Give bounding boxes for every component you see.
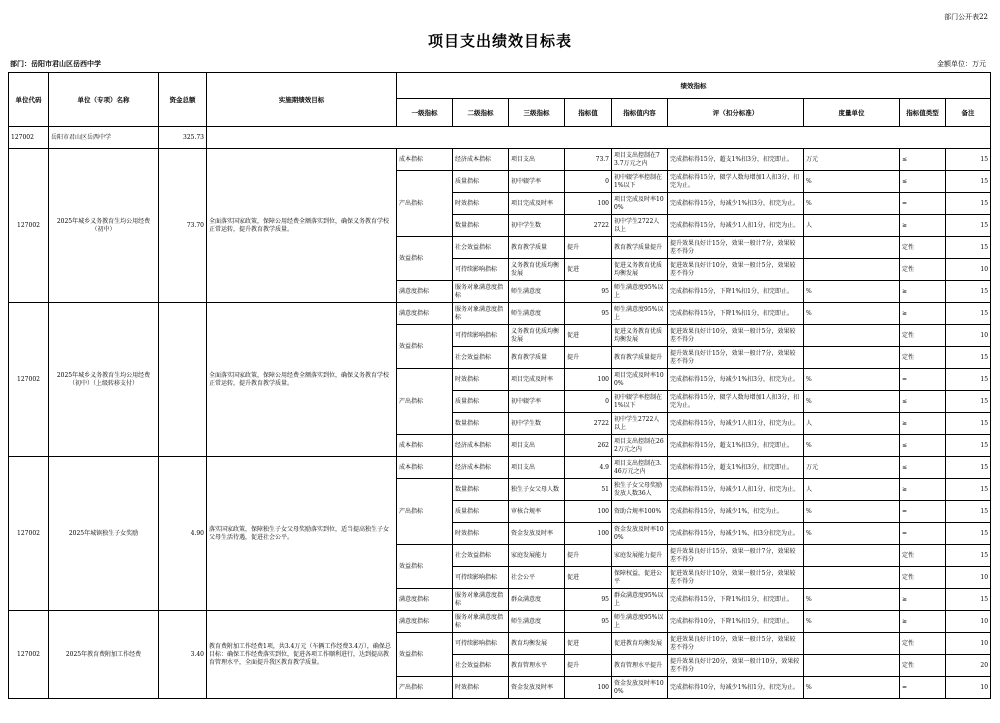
amount-unit-label: 金额单位：万元	[937, 60, 986, 68]
indicator-type: ≥	[900, 215, 946, 237]
measure-unit: 万元	[804, 457, 900, 479]
level2-indicator: 质量指标	[453, 171, 509, 193]
summary-code: 127002	[9, 127, 49, 149]
indicator-type: =	[900, 369, 946, 391]
indicator-value: 0	[565, 391, 612, 413]
header-note: 备注	[946, 99, 991, 127]
level3-indicator: 义务教育优质均衡发展	[509, 259, 565, 281]
measure-unit	[804, 259, 900, 281]
header-level2: 二级指标	[453, 99, 509, 127]
indicator-content: 促进教育均衡发展	[612, 633, 668, 655]
scoring-standard: 促进效果良好计10分，效果一般计5分，效果较差不得分	[668, 259, 804, 281]
level3-indicator: 初中辍学率	[509, 171, 565, 193]
indicator-type: =	[900, 501, 946, 523]
scoring-standard: 完成指标得15分，辍学人数每增加1人扣3分，扣完为止。	[668, 171, 804, 193]
note-score: 10	[946, 677, 991, 699]
level2-indicator: 经济成本指标	[453, 435, 509, 457]
indicator-content: 师生满意度95%以上	[612, 611, 668, 633]
header-unit-name: 单位（专项）名称	[49, 73, 159, 127]
level3-indicator: 教育均衡发展	[509, 633, 565, 655]
level2-indicator: 时效指标	[453, 369, 509, 391]
indicator-content: 教育教学质量提升	[612, 347, 668, 369]
indicator-content: 群众满意度95%以上	[612, 589, 668, 611]
indicator-content: 初中辍学率控制在1%以下	[612, 391, 668, 413]
indicator-content: 教育教学质量提升	[612, 237, 668, 259]
scoring-standard: 提升效果良好计15分，效果一般计7分，效果较差不得分	[668, 237, 804, 259]
indicator-type: 定性	[900, 655, 946, 677]
measure-unit: 万元	[804, 149, 900, 171]
scoring-standard: 促进效果良好计10分，效果一般计5分，效果较差不得分	[668, 567, 804, 589]
level1-indicator: 产出指标	[397, 677, 453, 699]
level2-indicator: 社会效益指标	[453, 237, 509, 259]
level3-indicator: 项目支出	[509, 457, 565, 479]
note-score: 15	[946, 171, 991, 193]
indicator-type: =	[900, 523, 946, 545]
indicator-row	[9, 457, 991, 479]
project-amount	[159, 303, 207, 457]
level2-indicator: 可持续影响指标	[453, 325, 509, 347]
measure-unit	[804, 237, 900, 259]
level1-indicator: 满意度指标	[397, 611, 453, 633]
scoring-standard: 完成指标得15分，每减少1人扣1分，扣完为止。	[668, 215, 804, 237]
level3-indicator: 教育教学质量	[509, 347, 565, 369]
measure-unit	[804, 545, 900, 567]
level1-indicator: 满意度指标	[397, 589, 453, 611]
indicator-value: 促进	[565, 259, 612, 281]
measure-unit: %	[804, 391, 900, 413]
scoring-standard: 完成指标得15分，辍学人数每增加1人扣3分，扣完为止。	[668, 391, 804, 413]
indicator-value: 95	[565, 589, 612, 611]
level3-indicator: 项目完成及时率	[509, 369, 565, 391]
measure-unit: %	[804, 171, 900, 193]
indicator-content: 家庭发展能力提升	[612, 545, 668, 567]
level2-indicator: 数量指标	[453, 479, 509, 501]
indicator-value: 73.7	[565, 149, 612, 171]
scoring-standard: 完成指标得15分，每减少1%，扣完为止。	[668, 501, 804, 523]
indicator-type: ≤	[900, 149, 946, 171]
indicator-type: 定性	[900, 325, 946, 347]
note-score: 15	[946, 391, 991, 413]
level2-indicator: 可持续影响指标	[453, 633, 509, 655]
header-content: 指标值内容	[612, 99, 668, 127]
scoring-standard: 促进效果良好计10分，效果一般计5分，效果较差不得分	[668, 325, 804, 347]
performance-table	[8, 72, 991, 699]
level3-indicator: 师生满意度	[509, 281, 565, 303]
level3-indicator: 初中辍学率	[509, 391, 565, 413]
page-title: 项目支出绩效目标表	[427, 32, 572, 50]
summary-amount: 325.73	[159, 127, 207, 149]
indicator-type: ≥	[900, 281, 946, 303]
summary-blank	[207, 127, 991, 149]
measure-unit	[804, 655, 900, 677]
note-score: 15	[946, 589, 991, 611]
measure-unit	[804, 325, 900, 347]
indicator-type: 定性	[900, 633, 946, 655]
header-level3: 三级指标	[509, 99, 565, 127]
note-score: 15	[946, 237, 991, 259]
note-score: 15	[946, 545, 991, 567]
level2-indicator: 服务对象满意度指标	[453, 611, 509, 633]
measure-unit: %	[804, 677, 900, 699]
measure-unit	[804, 633, 900, 655]
level2-indicator: 社会效益指标	[453, 545, 509, 567]
level1-indicator: 效益指标	[397, 545, 453, 589]
note-score: 15	[946, 193, 991, 215]
indicator-value: 0	[565, 171, 612, 193]
level3-indicator: 师生满意度	[509, 611, 565, 633]
level2-indicator: 可持续影响指标	[453, 259, 509, 281]
indicator-content: 资金发放及时率100%	[612, 677, 668, 699]
department-label: 部门：岳阳市君山区岳西中学	[10, 60, 101, 68]
scoring-standard: 完成指标得15分，超支1%扣3分，扣完即止。	[668, 149, 804, 171]
note-score: 10	[946, 259, 991, 281]
note-score: 15	[946, 369, 991, 391]
measure-unit: %	[804, 501, 900, 523]
level1-indicator: 效益指标	[397, 633, 453, 677]
measure-unit: 人	[804, 479, 900, 501]
indicator-content: 初中学生2722人以上	[612, 413, 668, 435]
project-name: 2025年城镇独生子女奖励	[49, 457, 159, 611]
indicator-content: 项目支出控制在3.46万元之内	[612, 457, 668, 479]
project-code: 127002	[9, 303, 49, 457]
indicator-content: 初中学生2722人以上	[612, 215, 668, 237]
level3-indicator: 群众满意度	[509, 589, 565, 611]
header-measure: 度量单位	[804, 99, 900, 127]
note-score: 15	[946, 435, 991, 457]
scoring-standard: 促进效果良好计10分，效果一般计5分，效果较差不得分	[668, 633, 804, 655]
project-goal: 全面落实国家政策，保障公用经费全额落实到位，确保义务教育学校正常运转，提升教育教学质量。	[207, 149, 397, 303]
level3-indicator: 项目完成及时率	[509, 193, 565, 215]
indicator-value: 100	[565, 523, 612, 545]
indicator-type: 定性	[900, 347, 946, 369]
indicator-value: 2722	[565, 413, 612, 435]
level2-indicator: 数量指标	[453, 215, 509, 237]
scoring-standard: 完成指标得15分，每减少1人扣1分，扣完为止。	[668, 413, 804, 435]
level2-indicator: 服务对象满意度指标	[453, 281, 509, 303]
note-score: 15	[946, 215, 991, 237]
measure-unit: %	[804, 303, 900, 325]
scoring-standard: 完成指标得15分，超支1%扣3分，扣完即止。	[668, 435, 804, 457]
level2-indicator: 时效指标	[453, 523, 509, 545]
indicator-type: 定性	[900, 545, 946, 567]
scoring-standard: 完成指标得10分，下降1%扣1分，扣完即止。	[668, 611, 804, 633]
note-score: 15	[946, 523, 991, 545]
header-unit-code: 单位代码	[9, 73, 49, 127]
level1-indicator: 成本指标	[397, 435, 453, 457]
header-scoring: 评（扣分标准）	[668, 99, 804, 127]
indicator-content: 项目支出控制在73.7万元之内	[612, 149, 668, 171]
measure-unit: %	[804, 369, 900, 391]
indicator-type: ≥	[900, 589, 946, 611]
level3-indicator: 初中学生数	[509, 413, 565, 435]
level2-indicator: 时效指标	[453, 193, 509, 215]
level1-indicator: 产出指标	[397, 479, 453, 545]
header-value: 指标值	[565, 99, 612, 127]
level2-indicator: 社会效益指标	[453, 347, 509, 369]
project-goal: 全面落实国家政策，保障公用经费全额落实到位，确保义务教育学校正常运转，提升教育教学质量。	[207, 303, 397, 457]
indicator-value: 100	[565, 501, 612, 523]
indicator-value: 95	[565, 303, 612, 325]
indicator-content: 项目支出控制在262万元之内	[612, 435, 668, 457]
measure-unit: %	[804, 435, 900, 457]
scoring-standard: 提升效果良好计20分，效果一般计10分，效果较差不得分	[668, 655, 804, 677]
measure-unit	[804, 347, 900, 369]
scoring-standard: 完成指标得15分，超支1%扣3分，扣完即止。	[668, 457, 804, 479]
level2-indicator: 社会效益指标	[453, 655, 509, 677]
level1-indicator: 效益指标	[397, 325, 453, 369]
indicator-type: ≥	[900, 303, 946, 325]
indicator-content: 促进义务教育优质均衡发展	[612, 259, 668, 281]
scoring-standard: 完成指标得15分，每减少1人扣1分，扣完为止。	[668, 479, 804, 501]
level3-indicator: 义务教育优质均衡发展	[509, 325, 565, 347]
indicator-value: 95	[565, 611, 612, 633]
measure-unit: %	[804, 193, 900, 215]
scoring-standard: 完成指标得15分，下降1%扣1分，扣完即止。	[668, 281, 804, 303]
level1-indicator: 产出指标	[397, 369, 453, 435]
scoring-standard: 完成指标得15分，下降1%扣1分，扣完即止。	[668, 303, 804, 325]
header-level1: 一级指标	[397, 99, 453, 127]
project-name: 2025年城乡义务教育生均公用经费（初中）（上级转移支付）	[49, 303, 159, 457]
indicator-type: ≥	[900, 479, 946, 501]
indicator-content: 师生满意度95%以上	[612, 281, 668, 303]
project-name: 2025年教育费附加工作经费	[49, 611, 159, 699]
indicator-type: ≤	[900, 457, 946, 479]
indicator-type: =	[900, 677, 946, 699]
indicator-value: 100	[565, 677, 612, 699]
indicator-content: 资助合规率100%	[612, 501, 668, 523]
indicator-content: 教育管理水平提升	[612, 655, 668, 677]
project-goal: 落实国家政策，保障独生子女父母奖励落实到位，适当提高独生子女父母生活待遇，促进社会公平。	[207, 457, 397, 611]
indicator-type: ≥	[900, 611, 946, 633]
scoring-standard: 完成指标得15分，每减少1%扣3分，扣完为止。	[668, 193, 804, 215]
indicator-type: 定性	[900, 237, 946, 259]
indicator-value: 4.9	[565, 457, 612, 479]
scoring-standard: 提升效果良好计15分，效果一般计7分，效果较差不得分	[668, 545, 804, 567]
scoring-standard: 完成指标得15分，每减少1%扣3分，扣完为止。	[668, 369, 804, 391]
level1-indicator: 产出指标	[397, 171, 453, 237]
summary-name: 岳阳市君山区岳西中学	[49, 127, 159, 149]
level3-indicator: 初中学生数	[509, 215, 565, 237]
indicator-content: 项目完成及时率100%	[612, 193, 668, 215]
measure-unit	[804, 567, 900, 589]
indicator-value: 100	[565, 369, 612, 391]
level2-indicator: 时效指标	[453, 677, 509, 699]
note-score: 20	[946, 655, 991, 677]
level2-indicator: 质量指标	[453, 391, 509, 413]
indicator-value: 2722	[565, 215, 612, 237]
indicator-value: 51	[565, 479, 612, 501]
level2-indicator: 经济成本指标	[453, 149, 509, 171]
indicator-value: 促进	[565, 633, 612, 655]
scoring-standard: 提升效果良好计15分，效果一般计7分，效果较差不得分	[668, 347, 804, 369]
measure-unit: %	[804, 589, 900, 611]
indicator-content: 保障权益，促进公平	[612, 567, 668, 589]
project-code: 127002	[9, 149, 49, 303]
level2-indicator: 可持续影响指标	[453, 567, 509, 589]
indicator-value: 提升	[565, 655, 612, 677]
indicator-value: 95	[565, 281, 612, 303]
indicator-content: 项目完成及时率100%	[612, 369, 668, 391]
note-score: 15	[946, 413, 991, 435]
header-amount: 资金总额	[159, 73, 207, 127]
project-code: 127002	[9, 457, 49, 611]
indicator-value: 提升	[565, 347, 612, 369]
indicator-value: 促进	[565, 567, 612, 589]
indicator-value: 262	[565, 435, 612, 457]
level3-indicator: 审核合规率	[509, 501, 565, 523]
indicator-type: ≤	[900, 171, 946, 193]
level3-indicator: 资金发放及时率	[509, 677, 565, 699]
level2-indicator: 数量指标	[453, 413, 509, 435]
note-score: 15	[946, 347, 991, 369]
indicator-type: ≤	[900, 391, 946, 413]
indicator-value: 提升	[565, 545, 612, 567]
measure-unit: 人	[804, 215, 900, 237]
indicator-type: ≤	[900, 435, 946, 457]
level1-indicator: 成本指标	[397, 457, 453, 479]
level2-indicator: 服务对象满意度指标	[453, 303, 509, 325]
project-amount: 4.90	[159, 457, 207, 611]
indicator-type: 定性	[900, 567, 946, 589]
summary-row	[9, 127, 991, 149]
note-score: 15	[946, 501, 991, 523]
measure-unit: 人	[804, 413, 900, 435]
project-amount: 3.40	[159, 611, 207, 699]
level1-indicator: 成本指标	[397, 149, 453, 171]
level3-indicator: 项目支出	[509, 149, 565, 171]
indicator-value: 提升	[565, 237, 612, 259]
measure-unit: %	[804, 523, 900, 545]
indicator-content: 促进义务教育优质均衡发展	[612, 325, 668, 347]
measure-unit: %	[804, 611, 900, 633]
level3-indicator: 资金发放及时率	[509, 523, 565, 545]
indicator-content: 独生子女父母奖励发放人数36人	[612, 479, 668, 501]
note-score: 15	[946, 303, 991, 325]
project-goal: 教育费附加工作经费1项，共3.4万元（车辆工作经费3.4万），确保总目标：确保工作经费落实到位，促进各项工作顺利进行，达到提高教育管理水平，全面提升我区教育教学质量。	[207, 611, 397, 699]
indicator-type: 定性	[900, 259, 946, 281]
indicator-content: 资金发放及时率100%	[612, 523, 668, 545]
indicator-row	[9, 303, 991, 325]
note-score: 10	[946, 325, 991, 347]
indicator-type: =	[900, 193, 946, 215]
level3-indicator: 独生子女父母人数	[509, 479, 565, 501]
note-score: 15	[946, 479, 991, 501]
level1-indicator: 满意度指标	[397, 303, 453, 325]
indicator-type: ≥	[900, 413, 946, 435]
measure-unit: %	[804, 281, 900, 303]
note-score: 15	[946, 281, 991, 303]
header-goal: 实施期绩效目标	[207, 73, 397, 127]
note-score: 10	[946, 567, 991, 589]
level2-indicator: 质量指标	[453, 501, 509, 523]
level2-indicator: 服务对象满意度指标	[453, 589, 509, 611]
indicator-row	[9, 149, 991, 171]
scoring-standard: 完成指标得10分，每减少1%扣1分，扣完为止。	[668, 677, 804, 699]
project-code: 127002	[9, 611, 49, 699]
page-number-label: 部门公开表22	[944, 13, 988, 21]
level1-indicator: 满意度指标	[397, 281, 453, 303]
indicator-value: 100	[565, 193, 612, 215]
note-score: 15	[946, 149, 991, 171]
level2-indicator: 经济成本指标	[453, 457, 509, 479]
level3-indicator: 教育管理水平	[509, 655, 565, 677]
level3-indicator: 社会公平	[509, 567, 565, 589]
note-score: 15	[946, 457, 991, 479]
scoring-standard: 完成指标得15分，下降1%扣1分，扣完即止。	[668, 589, 804, 611]
note-score: 10	[946, 611, 991, 633]
scoring-standard: 完成指标得15分，每减少1%，扣3分扣完为止。	[668, 523, 804, 545]
level1-indicator: 效益指标	[397, 237, 453, 281]
level3-indicator: 师生满意度	[509, 303, 565, 325]
indicator-row	[9, 611, 991, 633]
level3-indicator: 家庭发展能力	[509, 545, 565, 567]
indicator-content: 初中辍学率控制在1%以下	[612, 171, 668, 193]
project-amount: 73.70	[159, 149, 207, 303]
project-name: 2025年城乡义务教育生均公用经费（初中）	[49, 149, 159, 303]
level3-indicator: 教育教学质量	[509, 237, 565, 259]
header-type: 指标值类型	[900, 99, 946, 127]
indicator-content: 师生满意度95%以上	[612, 303, 668, 325]
indicator-value: 促进	[565, 325, 612, 347]
note-score: 10	[946, 633, 991, 655]
header-indicators: 绩效指标	[397, 73, 991, 99]
level3-indicator: 项目支出	[509, 435, 565, 457]
